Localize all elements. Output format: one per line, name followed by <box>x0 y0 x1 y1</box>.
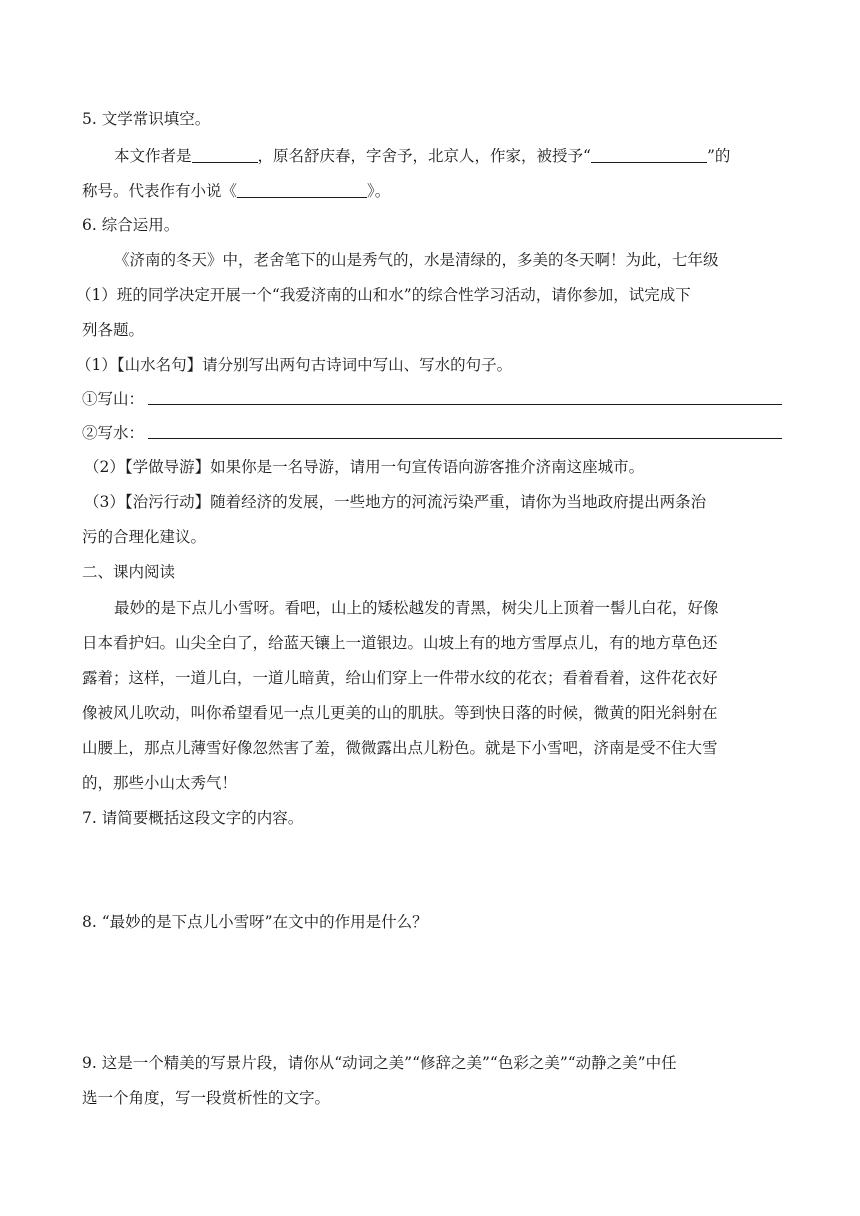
passage-line: 日本看护妇。山尖全白了，给蓝天镶上一道银边。山坡上有的地方雪厚点儿，有的地方草色还 <box>82 634 718 652</box>
passage-line: 最妙的是下点儿小雪呀。看吧，山上的矮松越发的青黑，树尖儿上顶着一髻儿白花，好像 <box>114 599 719 617</box>
author-blank[interactable] <box>192 147 258 163</box>
q5-text-c: ”的 <box>706 147 731 165</box>
q6-title: 6. 综合运用。 <box>82 216 180 234</box>
q6-sub2: （2）【学做导游】如果你是一名导游，请用一句宣传语向游客推介济南这座城市。 <box>84 458 645 476</box>
section-heading: 二、课内阅读 <box>82 563 176 581</box>
q5-text-b: ，原名舒庆春，字舍予，北京人，作家，被授予“ <box>257 147 591 165</box>
q9-line: 9. 这是一个精美的写景片段，请你从“动词之美”“修辞之美”“色彩之美”“动静之美”中任 <box>82 1054 677 1072</box>
q7-text: 7. 请简要概括这段文字的内容。 <box>82 809 304 827</box>
mountain-answer-line[interactable] <box>148 404 782 405</box>
novel-blank[interactable] <box>237 182 367 198</box>
title-blank[interactable] <box>591 147 707 163</box>
passage-line: 的，那些小山太秀气！ <box>82 774 238 792</box>
q5-text-d: 称号。代表作有小说《 <box>82 182 238 200</box>
q6-sub1: （1）【山水名句】请分别写出两句古诗词中写山、写水的句子。 <box>76 356 513 374</box>
q5-title: 5. 文学常识填空。 <box>82 110 211 128</box>
q5-line-2 <box>82 182 390 200</box>
q5-text-a: 本文作者是 <box>114 147 192 165</box>
q6-sub3-line: （3）【治污行动】随着经济的发展，一些地方的河流污染严重，请你为当地政府提出两条治 <box>84 493 707 511</box>
passage-line: 山腰上，那点儿薄雪好像忽然害了羞，微微露出点儿粉色。就是下小雪吧，济南是受不住大雪 <box>82 739 718 757</box>
passage-line: 像被风儿吹动，叫你希望看见一点儿更美的山的肌肤。等到快日落的时候，微黄的阳光斜射在 <box>82 704 718 722</box>
q8-text: 8. “最妙的是下点儿小雪呀”在文中的作用是什么？ <box>82 913 428 931</box>
q9-line: 选一个角度，写一段赏析性的文字。 <box>82 1089 331 1107</box>
q6-sub3-line: 污的合理化建议。 <box>82 528 207 546</box>
q6-intro-line: 《济南的冬天》中，老舍笔下的山是秀气的，水是清绿的，多美的冬天啊！为此，七年级 <box>114 251 719 269</box>
mountain-label: ①写山： <box>82 390 145 408</box>
water-label: ②写水： <box>82 424 145 442</box>
q5-line-1 <box>114 147 730 165</box>
water-answer-line[interactable] <box>148 438 782 439</box>
q5-text-e: 》。 <box>367 182 391 200</box>
passage-line: 露着；这样，一道儿白，一道儿暗黄，给山们穿上一件带水纹的花衣；看着看着，这件花衣好 <box>82 669 718 687</box>
q6-intro-line: 列各题。 <box>82 321 145 339</box>
q6-intro-line: （1）班的同学决定开展一个“我爱济南的山和水”的综合性学习活动，请你参加，试完成下 <box>76 286 691 304</box>
